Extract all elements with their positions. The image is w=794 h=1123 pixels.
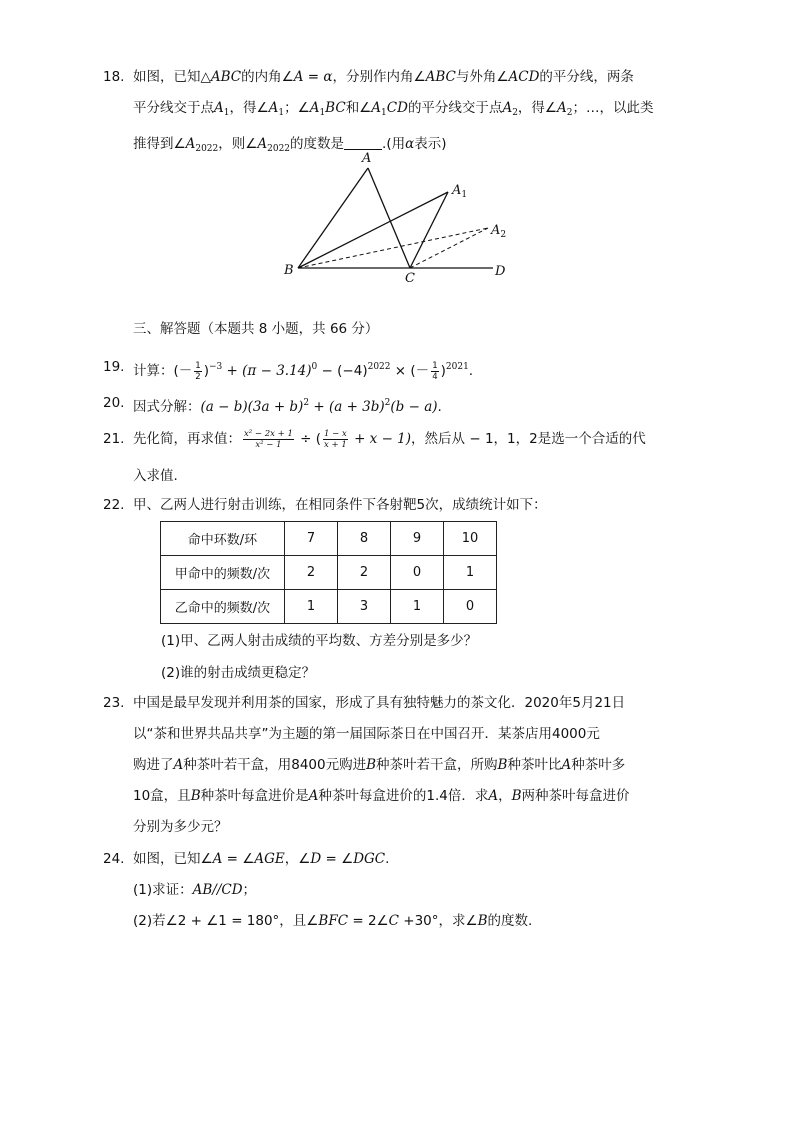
table-row: 命中环数/环 7 8 9 10: [161, 522, 497, 556]
question-24: 24. 如图，已知∠A = ∠AGE，∠D = ∠DGC. (1)求证：AB//CD； (2)若∠2 + ∠1 = 180°，且∠BFC = 2∠C +30°，求∠B的度数.: [133, 844, 673, 937]
question-21: 21. 先化简，再求值： $\frac{\text{x² − 2x + 1}}{\text{x² − 1}}$ ÷ ( $\frac{1 - x}{x + 1}$ + x − 1)，然后从 − 1，1，2是选一个合适的代 入求值.: [103, 428, 646, 484]
label-a: A: [362, 151, 372, 166]
question-number: 18.: [103, 69, 125, 85]
fraction: $\frac{1}{2}$: [195, 360, 201, 382]
segment-ba2: [298, 228, 488, 268]
question-23: 23. 中国是最早发现并利用茶的国家，形成了具有独特魅力的茶文化．2020年5月21日 以“茶和世界共品共享”为主题的第一届国际茶日在中国召开．某茶店用4000元 购进了A种茶叶若干盒，用8400元购进B种茶叶若干盒，所购B种茶叶比A种茶叶多 10盒，且B种茶叶每盒进价是A种茶叶每盒进价的1.4倍．求A，B两种茶叶每盒进价 分别为多少元？: [103, 695, 630, 835]
question-24-sub-2: (2)若∠2 + ∠1 = 180°，且∠BFC = 2∠C +30°，求∠B的度数.: [133, 913, 533, 929]
question-20: 20. 因式分解：$(a - b)(3a + b)^2 + (a + 3b)^2(b - a)$.: [103, 395, 442, 415]
question-22-sub-2: (2)谁的射击成绩更稳定？: [161, 665, 316, 681]
section-heading: 三、解答题（本题共 8 小题，共 66 分）: [133, 321, 379, 337]
question-18-line-2: 平分线交于点$A_1$，得$\angle A_1$；$\angle A_1BC$和$\angle A_1CD$的平分线交于点$A_2$，得$\angle A_2$；…，以此类: [133, 100, 654, 118]
label-a2: $A_2$: [491, 223, 507, 240]
label-a1: $A_1$: [452, 183, 468, 200]
fraction: $\frac{1 - x}{x + 1}$: [324, 428, 347, 450]
question-18-line-1: 如图，已知△ABC的内角∠A = α，分别作内角∠ABC与外角∠ACD的平分线，两条: [133, 69, 634, 85]
table-row: 乙命中的频数/次 1 3 1 0: [161, 590, 497, 624]
question-18-line-3: 推得到$\angle A_{2022}$，则$\angle A_{2022}$的度数是 .(用α表示): [133, 136, 447, 154]
segment-ac: [368, 168, 410, 268]
shooting-frequency-table: [160, 521, 497, 624]
fraction: $\frac{\text{x² − 2x + 1}}{\text{x² − 1}}$: [244, 428, 293, 450]
label-b: B: [284, 263, 294, 278]
segment-ca1: [410, 192, 448, 268]
question-22: 22. 甲、乙两人进行射击训练，在相同条件下各射靶5次，成绩统计如下：: [103, 497, 547, 513]
table-row: 甲命中的频数/次 2 2 0 1: [161, 556, 497, 590]
segment-ba: [298, 168, 368, 268]
question-22-sub-1: (1)甲、乙两人射击成绩的平均数、方差分别是多少？: [161, 633, 478, 649]
question-24-sub-1: (1)求证：AB//CD；: [133, 882, 257, 898]
segment-ca2: [410, 228, 488, 268]
triangle-bisector-figure: [280, 148, 520, 288]
question-19: 19. 计算：(－ $\frac{1}{2}$ )$^{-3} + (\pi - 3.14)^0 - (-4)^{2022}$ × (－ $\frac{1}{4}$ )$^{2021}$.: [103, 359, 474, 382]
fraction: $\frac{1}{4}$: [432, 360, 438, 382]
label-d: D: [495, 264, 506, 279]
segment-ba1: [298, 192, 448, 268]
label-c: C: [405, 271, 415, 286]
